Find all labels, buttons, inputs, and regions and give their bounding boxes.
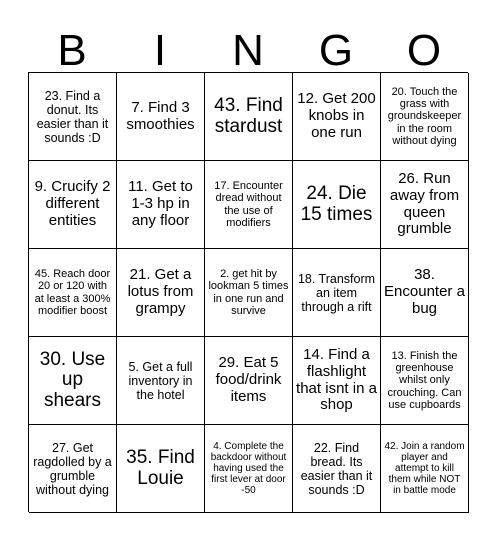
- bingo-cell-r5c3[interactable]: [205, 425, 293, 513]
- cell-text: 20. Touch the grass with groundskeeper in the room without dying: [387, 85, 462, 147]
- bingo-cell-r5c2[interactable]: [117, 425, 205, 513]
- cell-text: 4. Complete the backdoor without having used the first lever at door -50: [210, 440, 287, 497]
- cell-text: 18. Transform an item through a rift: [297, 271, 376, 314]
- bingo-cell-r5c5[interactable]: [381, 425, 469, 513]
- bingo-cell-r2c4[interactable]: [293, 161, 381, 249]
- bingo-cell-r1c3[interactable]: [205, 73, 293, 161]
- cell-text: 9. Crucify 2 different entities: [34, 178, 111, 229]
- bingo-cell-r5c4[interactable]: [293, 425, 381, 513]
- header-letter-g: G: [318, 26, 354, 75]
- cell-text: 2. get hit by lookman 5 times in one run and survive: [208, 267, 289, 317]
- cell-text: 45. Reach door 20 or 120 with at least a 300% modifier boost: [34, 267, 111, 317]
- cell-text: 24. Die 15 times: [300, 182, 373, 225]
- bingo-cell-r5c1[interactable]: [29, 425, 117, 513]
- bingo-cell-r3c1[interactable]: [29, 249, 117, 337]
- bingo-cell-r1c4[interactable]: [293, 73, 381, 161]
- cell-text: 7. Find 3 smoothies: [126, 98, 195, 133]
- header-letter-b: B: [57, 26, 87, 75]
- cell-text: 42. Join a random player and attempt to kill them while NOT in battle mode: [384, 440, 465, 497]
- bingo-cell-r4c5[interactable]: [381, 337, 469, 425]
- bingo-cell-r3c3[interactable]: [205, 249, 293, 337]
- cell-text: 43. Find stardust: [214, 94, 283, 137]
- cell-text: 21. Get a lotus from grampy: [127, 266, 194, 317]
- cell-text: 14. Find a flashlight that isnt in a shop: [296, 345, 377, 414]
- bingo-cell-r4c1[interactable]: [29, 337, 117, 425]
- cell-text: 23. Find a donut. Its easier than it sounds :D: [36, 88, 109, 145]
- bingo-cell-r2c5[interactable]: [381, 161, 469, 249]
- bingo-cell-r1c1[interactable]: [29, 73, 117, 161]
- cell-text: 11. Get to 1-3 hp in any floor: [128, 178, 193, 229]
- bingo-cell-r3c2[interactable]: [117, 249, 205, 337]
- cell-text: 5. Get a full inventory in the hotel: [128, 359, 193, 402]
- cell-text: 27. Get ragdolled by a grumble without dying: [33, 440, 112, 497]
- cell-text: 13. Finish the greenhouse whilst only crouching. Can use cupboards: [387, 349, 462, 411]
- bingo-cell-r2c1[interactable]: [29, 161, 117, 249]
- header-letter-o: O: [406, 26, 442, 75]
- bingo-cell-r2c2[interactable]: [117, 161, 205, 249]
- cell-text: 26. Run away from queen grumble: [389, 169, 460, 238]
- bingo-cell-r1c5[interactable]: [381, 73, 469, 161]
- bingo-cell-r4c2[interactable]: [117, 337, 205, 425]
- cell-text: 30. Use up shears: [39, 348, 106, 411]
- cell-text: 35. Find Louie: [126, 446, 195, 489]
- header-letter-n: N: [232, 26, 264, 75]
- bingo-cell-r3c5[interactable]: [381, 249, 469, 337]
- bingo-cell-r4c3[interactable]: [205, 337, 293, 425]
- cell-text: 22. Find bread. Its easier than it sounds :D: [300, 440, 373, 497]
- cell-text: 17. Encounter dread without the use of modifiers: [214, 179, 283, 229]
- bingo-cell-r1c2[interactable]: [117, 73, 205, 161]
- bingo-board: [28, 72, 468, 512]
- cell-text: 29. Eat 5 food/drink items: [215, 354, 282, 405]
- bingo-cell-r4c4[interactable]: [293, 337, 381, 425]
- header-letter-i: I: [153, 26, 167, 75]
- bingo-cell-r2c3[interactable]: [205, 161, 293, 249]
- cell-text: 12. Get 200 knobs in one run: [297, 90, 376, 141]
- cell-text: 38. Encounter a bug: [384, 266, 465, 317]
- bingo-cell-r3c4[interactable]: [293, 249, 381, 337]
